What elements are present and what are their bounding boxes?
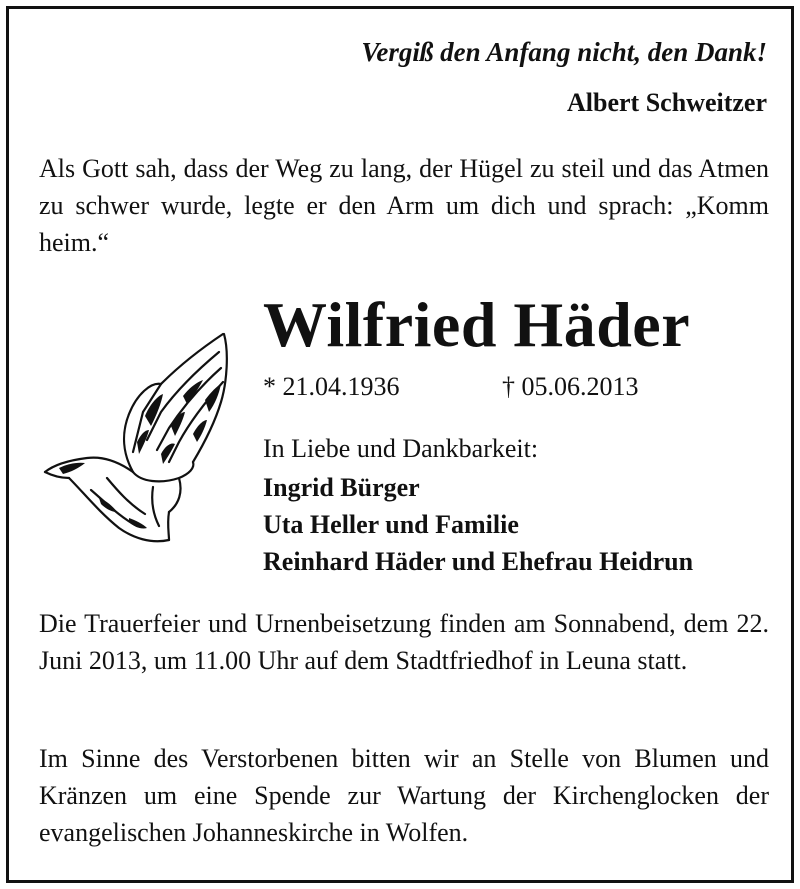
family-intro: In Liebe und Dankbarkeit: (263, 434, 539, 463)
mourners-list (263, 469, 693, 580)
birth-date: * 21.04.1936 (263, 372, 400, 401)
deceased-name: Wilfried Häder (263, 289, 691, 360)
praying-hands-icon (33, 322, 233, 547)
obituary-notice (6, 6, 794, 883)
mourner-name: Uta Heller und Familie (263, 510, 519, 539)
death-date: † 05.06.2013 (502, 372, 639, 401)
quote-author: Albert Schweitzer (567, 88, 767, 117)
funeral-paragraph: Die Trauerfeier und Urnenbeisetzung finden am Sonnabend, dem 22. Juni 2013, um 11.00 Uhr auf dem Stadtfriedhof in Leuna statt. (39, 609, 769, 675)
quote-text: Vergiß den Anfang nicht, den Dank! (361, 37, 767, 67)
poem-paragraph: Als Gott sah, dass der Weg zu lang, der Hügel zu steil und das Atmen zu schwer wurde, legte er den Arm um dich und sprach: „Komm heim.“ (39, 154, 769, 257)
mourner-name: Reinhard Häder und Ehefrau Heidrun (263, 547, 694, 576)
mourner-name: Ingrid Bürger (263, 473, 420, 502)
donation-paragraph: Im Sinne des Verstorbenen bitten wir an Stelle von Blumen und Kränzen um eine Spende zur Wartung der Kirchenglocken der evangelischen Johanneskirche in Wolfen. (39, 744, 769, 847)
